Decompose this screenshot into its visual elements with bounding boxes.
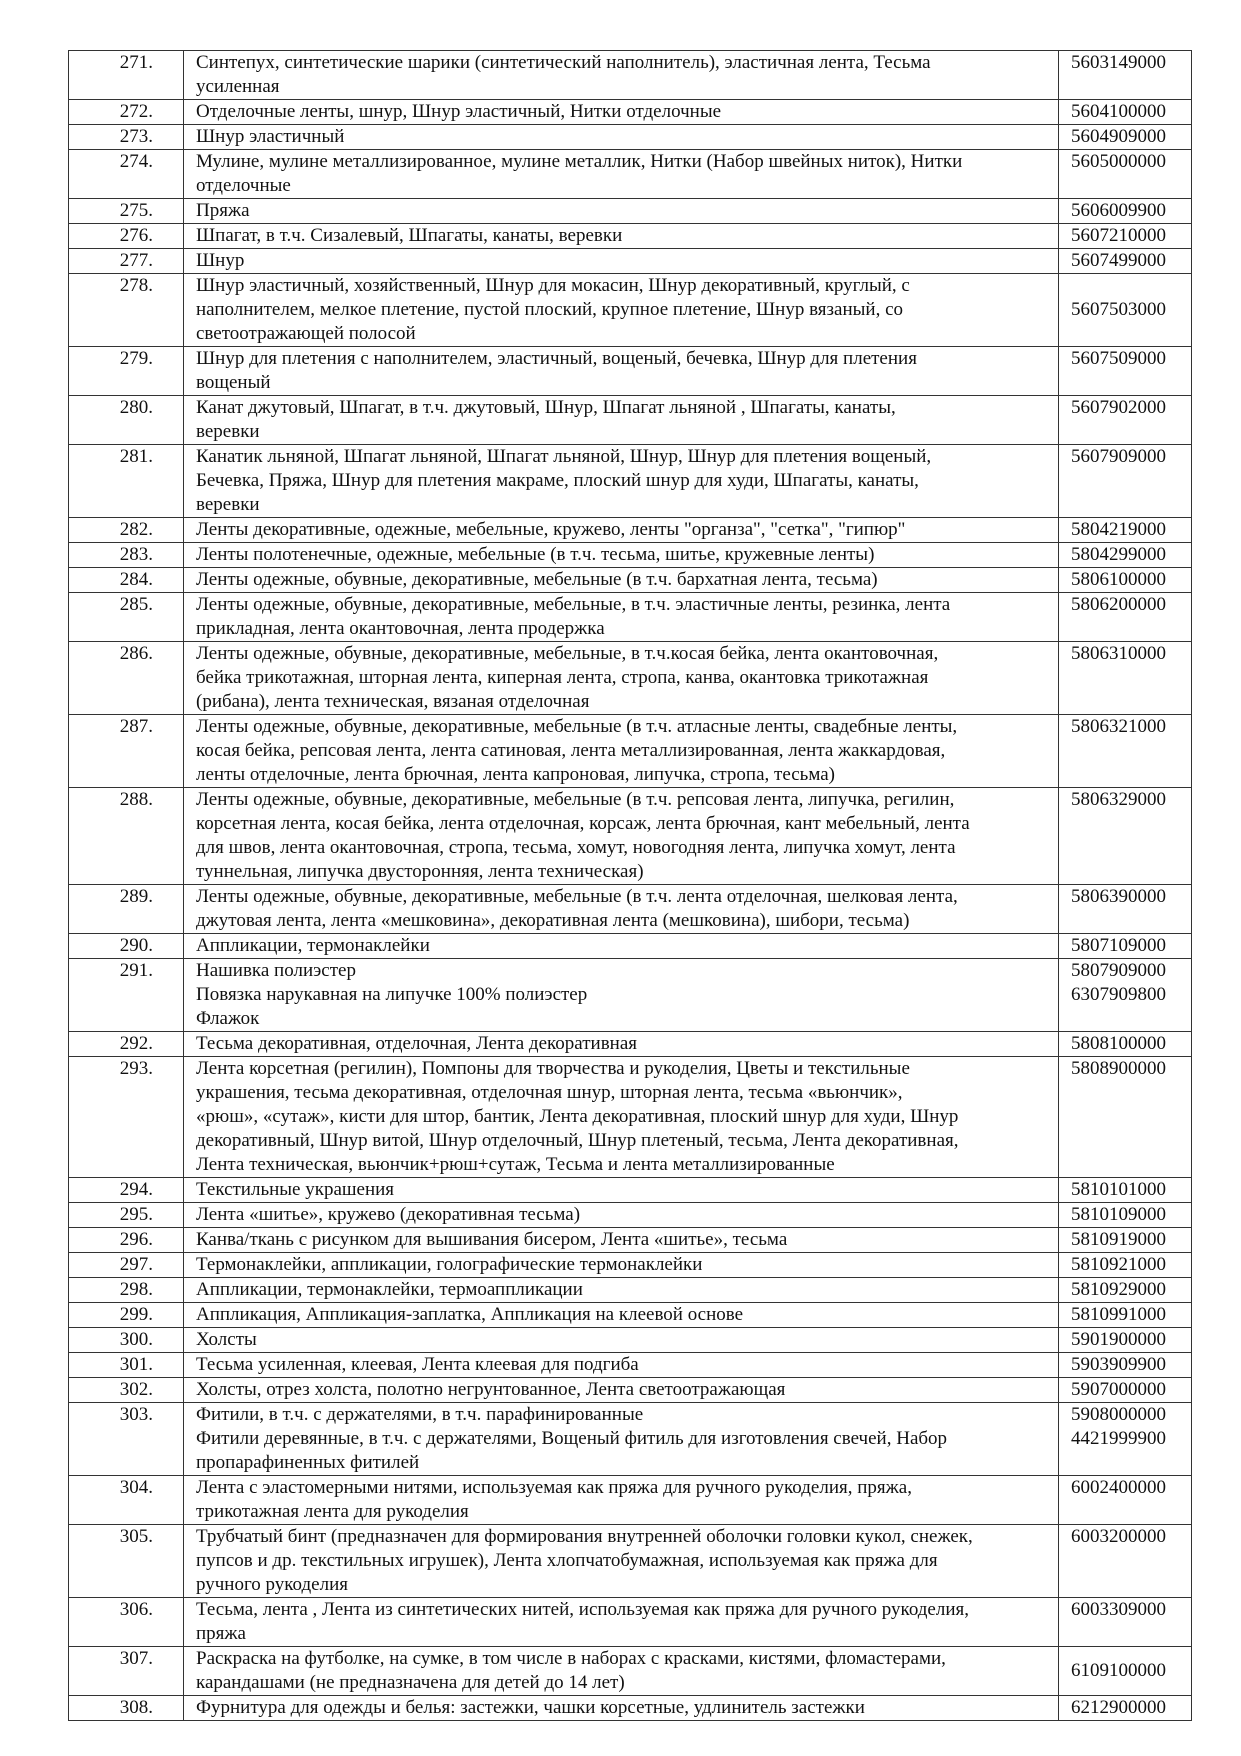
table-row — [69, 1178, 1192, 1203]
table-row — [69, 1647, 1192, 1696]
product-description — [184, 1032, 1059, 1057]
description-line: Лента корсетная (регилин), Помпоны для творчества и рукоделия, Цветы и текстильные — [196, 1058, 910, 1079]
table-row — [69, 249, 1192, 274]
description-line: Ленты одежные, обувные, декоративные, мебельные (в т.ч. бархатная лента, тесьма) — [196, 569, 878, 590]
table-row — [69, 1476, 1192, 1525]
table-row — [69, 1228, 1192, 1253]
row-number: 305. — [69, 1525, 184, 1598]
description-line: Тесьма, лента , Лента из синтетических нитей, используемая как пряжа для ручного рукоделия, — [196, 1599, 970, 1620]
code-value: 5607503000 — [1071, 299, 1166, 320]
product-description — [184, 518, 1059, 543]
product-description — [184, 1328, 1059, 1353]
code-value: 5607902000 — [1071, 397, 1166, 418]
description-line: украшения, тесьма декоративная, отделочная шнур, шторная лента, тесьма «вьюнчик», — [196, 1082, 903, 1103]
tnved-code — [1059, 274, 1192, 347]
tnved-code — [1059, 51, 1192, 100]
code-value: 5907000000 — [1071, 1379, 1166, 1400]
row-number: 274. — [69, 150, 184, 199]
table-row — [69, 934, 1192, 959]
product-description — [184, 1278, 1059, 1303]
code-value: 6212900000 — [1071, 1697, 1166, 1718]
description-line: Флажок — [196, 1008, 260, 1029]
description-line: Фитили, в т.ч. с держателями, в т.ч. парафинированные — [196, 1404, 644, 1425]
product-description — [184, 1228, 1059, 1253]
description-line: Повязка нарукавная на липучке 100% полиэстер — [196, 984, 588, 1005]
table-row — [69, 396, 1192, 445]
row-number: 273. — [69, 125, 184, 150]
code-value: 5810109000 — [1071, 1204, 1166, 1225]
description-line: Канва/ткань с рисунком для вышивания бисером, Лента «шитье», тесьма — [196, 1229, 788, 1250]
tnved-code — [1059, 593, 1192, 642]
description-line: косая бейка, репсовая лента, лента сатиновая, лента металлизированная, лента жаккардовая, — [196, 740, 946, 761]
tnved-code — [1059, 1525, 1192, 1598]
code-value: 5606009900 — [1071, 200, 1166, 221]
product-description — [184, 1178, 1059, 1203]
row-number: 286. — [69, 642, 184, 715]
product-description — [184, 959, 1059, 1032]
row-number: 303. — [69, 1403, 184, 1476]
table-row — [69, 1057, 1192, 1178]
product-description — [184, 1476, 1059, 1525]
row-number: 301. — [69, 1353, 184, 1378]
product-description — [184, 51, 1059, 100]
product-description — [184, 224, 1059, 249]
row-number: 300. — [69, 1328, 184, 1353]
product-description — [184, 274, 1059, 347]
description-line: Бечевка, Пряжа, Шнур для плетения макраме, плоский шнур для худи, Шпагаты, канаты, — [196, 470, 919, 491]
tnved-code — [1059, 1598, 1192, 1647]
description-line: Шпагат, в т.ч. Сизалевый, Шпагаты, канаты, веревки — [196, 225, 623, 246]
product-description — [184, 934, 1059, 959]
code-value: 5806310000 — [1071, 643, 1166, 664]
code-value: 5806200000 — [1071, 594, 1166, 615]
tnved-code — [1059, 1696, 1192, 1721]
code-value: 5806329000 — [1071, 789, 1166, 810]
table-row — [69, 1525, 1192, 1598]
table-row — [69, 199, 1192, 224]
code-value: 6109100000 — [1071, 1660, 1166, 1681]
description-line: ручного рукоделия — [196, 1574, 348, 1595]
description-line: Холсты — [196, 1329, 257, 1350]
code-value: 5810101000 — [1071, 1179, 1166, 1200]
code-value: 5807109000 — [1071, 935, 1166, 956]
table-row — [69, 125, 1192, 150]
table-row — [69, 885, 1192, 934]
description-line: карандашами (не предназначена для детей до 14 лет) — [196, 1672, 625, 1693]
tnved-code — [1059, 568, 1192, 593]
code-value: 5901900000 — [1071, 1329, 1166, 1350]
row-number: 295. — [69, 1203, 184, 1228]
code-value: 6003309000 — [1071, 1599, 1166, 1620]
description-line: трикотажная лента для рукоделия — [196, 1501, 469, 1522]
row-number: 307. — [69, 1647, 184, 1696]
tnved-code — [1059, 1303, 1192, 1328]
row-number: 289. — [69, 885, 184, 934]
product-description — [184, 593, 1059, 642]
product-description — [184, 568, 1059, 593]
product-description — [184, 1647, 1059, 1696]
tnved-code — [1059, 715, 1192, 788]
description-line: веревки — [196, 421, 260, 442]
table-row — [69, 1253, 1192, 1278]
row-number: 283. — [69, 543, 184, 568]
description-line: Ленты одежные, обувные, декоративные, мебельные (в т.ч. лента отделочная, шелковая лента, — [196, 886, 958, 907]
row-number: 278. — [69, 274, 184, 347]
table-row — [69, 568, 1192, 593]
description-line: прикладная, лента окантовочная, лента продержка — [196, 618, 605, 639]
description-line: Фитили деревянные, в т.ч. с держателями, Вощеный фитиль для изготовления свечей, Набор — [196, 1428, 948, 1449]
description-line: Аппликации, термонаклейки, термоаппликации — [196, 1279, 583, 1300]
description-line: Мулине, мулине металлизированное, мулине металлик, Нитки (Набор швейных ниток), Нитки — [196, 151, 963, 172]
code-value: 5804299000 — [1071, 544, 1166, 565]
table-row — [69, 51, 1192, 100]
row-number: 287. — [69, 715, 184, 788]
product-description — [184, 100, 1059, 125]
table-row — [69, 1032, 1192, 1057]
row-number: 276. — [69, 224, 184, 249]
description-line: Ленты одежные, обувные, декоративные, мебельные (в т.ч. атласные ленты, свадебные ленты, — [196, 716, 958, 737]
row-number: 292. — [69, 1032, 184, 1057]
tnved-code — [1059, 249, 1192, 274]
table-row — [69, 1403, 1192, 1476]
description-line: Лента «шитье», кружево (декоративная тесьма) — [196, 1204, 581, 1225]
code-value: 5808100000 — [1071, 1033, 1166, 1054]
description-line: Тесьма усиленная, клеевая, Лента клеевая для подгиба — [196, 1354, 639, 1375]
tnved-code — [1059, 347, 1192, 396]
product-description — [184, 1403, 1059, 1476]
row-number: 293. — [69, 1057, 184, 1178]
row-number: 304. — [69, 1476, 184, 1525]
table-row — [69, 1598, 1192, 1647]
product-description — [184, 543, 1059, 568]
description-line: Ленты декоративные, одежные, мебельные, кружево, ленты "органза", "сетка", "гипюр" — [196, 519, 906, 540]
tnved-code — [1059, 150, 1192, 199]
tnved-code — [1059, 1178, 1192, 1203]
description-line: наполнителем, мелкое плетение, пустой плоский, крупное плетение, Шнур вязаный, со — [196, 299, 903, 320]
row-number: 279. — [69, 347, 184, 396]
tnved-code — [1059, 1476, 1192, 1525]
tnved-code — [1059, 788, 1192, 885]
table-row — [69, 959, 1192, 1032]
description-line: Синтепух, синтетические шарики (синтетический наполнитель), эластичная лента, Тесьма — [196, 52, 931, 73]
description-line: пряжа — [196, 1623, 246, 1644]
tnved-code — [1059, 1057, 1192, 1178]
tnved-code — [1059, 885, 1192, 934]
table-row — [69, 1378, 1192, 1403]
code-value: 5810929000 — [1071, 1279, 1166, 1300]
tnved-code — [1059, 518, 1192, 543]
table-row — [69, 274, 1192, 347]
row-number: 291. — [69, 959, 184, 1032]
table-row — [69, 150, 1192, 199]
product-description — [184, 199, 1059, 224]
tnved-code — [1059, 1253, 1192, 1278]
description-line: Ленты полотенечные, одежные, мебельные (в т.ч. тесьма, шитье, кружевные ленты) — [196, 544, 875, 565]
description-line: Термонаклейки, аппликации, голографические термонаклейки — [196, 1254, 703, 1275]
tnved-code — [1059, 1378, 1192, 1403]
code-value: 5903909900 — [1071, 1354, 1166, 1375]
tnved-code — [1059, 396, 1192, 445]
description-line: Лента техническая, вьюнчик+рюш+сутаж, Тесьма и лента металлизированные — [196, 1154, 835, 1175]
description-line: Трубчатый бинт (предназначен для формирования внутренней оболочки головки кукол, снежек, — [196, 1526, 973, 1547]
tnved-code — [1059, 642, 1192, 715]
row-number: 275. — [69, 199, 184, 224]
row-number: 281. — [69, 445, 184, 518]
code-value: 5607499000 — [1071, 250, 1166, 271]
row-number: 294. — [69, 1178, 184, 1203]
description-line: Холсты, отрез холста, полотно негрунтованное, Лента светоотражающая — [196, 1379, 786, 1400]
description-line: декоративный, Шнур витой, Шнур отделочный, Шнур плетеный, тесьма, Лента декоративная, — [196, 1130, 959, 1151]
code-value: 5807909000 — [1071, 960, 1166, 981]
code-value: 5808900000 — [1071, 1058, 1166, 1079]
table-row — [69, 1303, 1192, 1328]
tnved-code — [1059, 543, 1192, 568]
row-number: 284. — [69, 568, 184, 593]
table-row — [69, 1278, 1192, 1303]
product-description — [184, 1303, 1059, 1328]
row-number: 285. — [69, 593, 184, 642]
tnved-code — [1059, 1228, 1192, 1253]
product-description — [184, 1353, 1059, 1378]
description-line: Нашивка полиэстер — [196, 960, 356, 981]
product-description — [184, 715, 1059, 788]
row-number: 282. — [69, 518, 184, 543]
description-line: Шнур эластичный — [196, 126, 345, 147]
row-number: 302. — [69, 1378, 184, 1403]
description-line: Тесьма декоративная, отделочная, Лента декоративная — [196, 1033, 638, 1054]
table-row — [69, 715, 1192, 788]
description-line: Лента с эластомерными нитями, используемая как пряжа для ручного рукоделия, пряжа, — [196, 1477, 912, 1498]
code-value: 5604100000 — [1071, 101, 1166, 122]
code-value: 5603149000 — [1071, 52, 1166, 73]
product-description — [184, 1057, 1059, 1178]
tnved-code — [1059, 1328, 1192, 1353]
description-line: усиленная — [196, 76, 280, 97]
description-line: Отделочные ленты, шнур, Шнур эластичный, Нитки отделочные — [196, 101, 722, 122]
description-line: Ленты одежные, обувные, декоративные, мебельные (в т.ч. репсовая лента, липучка, регилин, — [196, 789, 955, 810]
product-description — [184, 1598, 1059, 1647]
description-line: джутовая лента, лента «мешковина», декоративная лента (мешковина), шибори, тесьма) — [196, 910, 910, 931]
table-row — [69, 100, 1192, 125]
tnved-code — [1059, 125, 1192, 150]
row-number: 308. — [69, 1696, 184, 1721]
code-value: 5810921000 — [1071, 1254, 1166, 1275]
description-line: Канатик льняной, Шпагат льняной, Шпагат льняной, Шнур, Шнур для плетения вощеный, — [196, 446, 932, 467]
description-line: вощеный — [196, 372, 271, 393]
code-value: 5607909000 — [1071, 446, 1166, 467]
row-number: 306. — [69, 1598, 184, 1647]
code-value: 5607509000 — [1071, 348, 1166, 369]
table-row — [69, 518, 1192, 543]
code-value: 6307909800 — [1071, 984, 1166, 1005]
code-value: 5804219000 — [1071, 519, 1166, 540]
product-description — [184, 347, 1059, 396]
tnved-code — [1059, 1647, 1192, 1696]
product-description — [184, 642, 1059, 715]
product-description — [184, 885, 1059, 934]
tnved-code — [1059, 934, 1192, 959]
code-value: 5810991000 — [1071, 1304, 1166, 1325]
code-value: 5908000000 — [1071, 1404, 1166, 1425]
code-value: 5607210000 — [1071, 225, 1166, 246]
row-number: 272. — [69, 100, 184, 125]
description-line: туннельная, липучка двусторонняя, лента техническая) — [196, 861, 644, 882]
tnved-code — [1059, 1353, 1192, 1378]
tnved-code — [1059, 445, 1192, 518]
row-number: 280. — [69, 396, 184, 445]
description-line: ленты отделочные, лента брючная, лента капроновая, липучка, стропа, тесьма) — [196, 764, 835, 785]
description-line: Пряжа — [196, 200, 250, 221]
tnved-code — [1059, 1278, 1192, 1303]
tnved-code — [1059, 1032, 1192, 1057]
product-description — [184, 788, 1059, 885]
row-number: 297. — [69, 1253, 184, 1278]
code-value: 6002400000 — [1071, 1477, 1166, 1498]
code-value: 5806390000 — [1071, 886, 1166, 907]
table-row — [69, 445, 1192, 518]
row-number: 298. — [69, 1278, 184, 1303]
table-row — [69, 543, 1192, 568]
code-value: 5604909000 — [1071, 126, 1166, 147]
description-line: Шнур эластичный, хозяйственный, Шнур для мокасин, Шнур декоративный, круглый, с — [196, 275, 910, 296]
description-line: Фурнитура для одежды и белья: застежки, чашки корсетные, удлинитель застежки — [196, 1697, 865, 1718]
table-row — [69, 1696, 1192, 1721]
description-line: пупсов и др. текстильных игрушек), Лента хлопчатобумажная, используемая как пряжа для — [196, 1550, 938, 1571]
table-row — [69, 347, 1192, 396]
row-number: 277. — [69, 249, 184, 274]
code-value: 6003200000 — [1071, 1526, 1166, 1547]
row-number: 296. — [69, 1228, 184, 1253]
description-line: пропарафиненных фитилей — [196, 1452, 420, 1473]
product-description — [184, 150, 1059, 199]
tnved-code — [1059, 1403, 1192, 1476]
description-line: светоотражающей полосой — [196, 323, 416, 344]
description-line: «рюш», «сутаж», кисти для штор, бантик, Лента декоративная, плоский шнур для худи, Шнур — [196, 1106, 959, 1127]
product-description — [184, 1378, 1059, 1403]
product-description — [184, 396, 1059, 445]
table-row — [69, 1203, 1192, 1228]
table-row — [69, 788, 1192, 885]
product-description — [184, 125, 1059, 150]
code-value: 5810919000 — [1071, 1229, 1166, 1250]
product-description — [184, 1253, 1059, 1278]
code-value: 4421999900 — [1071, 1428, 1166, 1449]
description-line: бейка трикотажная, шторная лента, киперная лента, стропа, канва, окантовка трикотажная — [196, 667, 929, 688]
product-description — [184, 1203, 1059, 1228]
goods-code-table — [68, 50, 1192, 1721]
description-line: Шнур для плетения с наполнителем, эластичный, вощеный, бечевка, Шнур для плетения — [196, 348, 917, 369]
product-description — [184, 1696, 1059, 1721]
description-line: Ленты одежные, обувные, декоративные, мебельные, в т.ч. эластичные ленты, резинка, лента — [196, 594, 951, 615]
table-row — [69, 642, 1192, 715]
description-line: отделочные — [196, 175, 291, 196]
table-row — [69, 1328, 1192, 1353]
product-description — [184, 445, 1059, 518]
description-line: для швов, лента окантовочная, стропа, тесьма, хомут, новогодняя лента, липучка хомут, лента — [196, 837, 956, 858]
table-body — [69, 51, 1192, 1721]
product-description — [184, 249, 1059, 274]
code-value: 5605000000 — [1071, 151, 1166, 172]
description-line: Шнур — [196, 250, 245, 271]
tnved-code — [1059, 1203, 1192, 1228]
description-line: Ленты одежные, обувные, декоративные, мебельные, в т.ч.косая бейка, лента окантовочная, — [196, 643, 939, 664]
description-line: Текстильные украшения — [196, 1179, 395, 1200]
tnved-code — [1059, 224, 1192, 249]
table-row — [69, 1353, 1192, 1378]
product-description — [184, 1525, 1059, 1598]
row-number: 288. — [69, 788, 184, 885]
description-line: корсетная лента, косая бейка, лента отделочная, корсаж, лента брючная, кант мебельный, лента — [196, 813, 970, 834]
table-row — [69, 593, 1192, 642]
description-line: Аппликации, термонаклейки — [196, 935, 430, 956]
row-number: 299. — [69, 1303, 184, 1328]
description-line: Раскраска на футболке, на сумке, в том числе в наборах с красками, кистями, фломастерами, — [196, 1648, 946, 1669]
code-value: 5806321000 — [1071, 716, 1166, 737]
tnved-code — [1059, 959, 1192, 1032]
description-line: Аппликация, Аппликация-заплатка, Аппликация на клеевой основе — [196, 1304, 744, 1325]
row-number: 271. — [69, 51, 184, 100]
description-line: веревки — [196, 494, 260, 515]
tnved-code — [1059, 199, 1192, 224]
description-line: (рибана), лента техническая, вязаная отделочная — [196, 691, 590, 712]
row-number: 290. — [69, 934, 184, 959]
code-value: 5806100000 — [1071, 569, 1166, 590]
tnved-code — [1059, 100, 1192, 125]
description-line: Канат джутовый, Шпагат, в т.ч. джутовый, Шнур, Шпагат льняной , Шпагаты, канаты, — [196, 397, 896, 418]
table-row — [69, 224, 1192, 249]
